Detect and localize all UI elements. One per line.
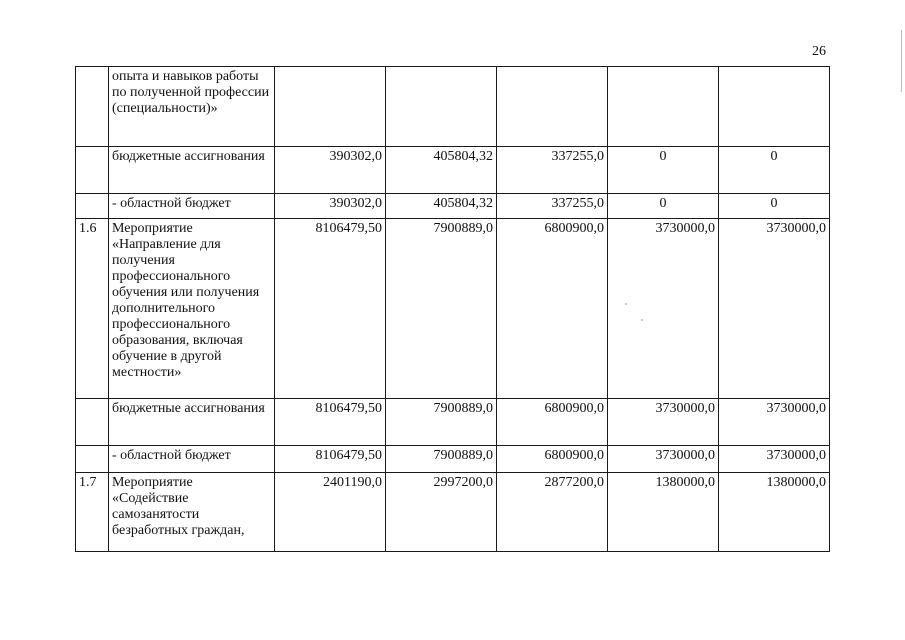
value-cell: 0 (608, 194, 719, 219)
row-name: - областной бюджет (109, 194, 275, 219)
value-cell: 3730000,0 (608, 399, 719, 446)
value-cell: 2877200,0 (497, 473, 608, 552)
value-cell (386, 67, 497, 147)
table-row (76, 147, 830, 194)
value-cell: 7900889,0 (386, 219, 497, 399)
value-cell: 8106479,50 (275, 446, 386, 473)
table-row (76, 219, 830, 399)
value-cell: 7900889,0 (386, 446, 497, 473)
value-cell: 3730000,0 (719, 219, 830, 399)
value-cell: 405804,32 (386, 194, 497, 219)
value-cell: 6800900,0 (497, 219, 608, 399)
value-cell: 8106479,50 (275, 219, 386, 399)
table-row (76, 399, 830, 446)
row-number (76, 147, 109, 194)
value-cell: 0 (608, 147, 719, 194)
row-name: Мероприятие «Содействие самозанятости безработных граждан, (109, 473, 275, 552)
table-row (76, 194, 830, 219)
value-cell: 1380000,0 (719, 473, 830, 552)
value-cell: 0 (719, 147, 830, 194)
value-cell: 2401190,0 (275, 473, 386, 552)
value-cell: 3730000,0 (719, 399, 830, 446)
value-cell: 6800900,0 (497, 446, 608, 473)
row-name: бюджетные ассигнования (109, 399, 275, 446)
value-cell: 1380000,0 (608, 473, 719, 552)
value-cell: 337255,0 (497, 194, 608, 219)
value-cell: 337255,0 (497, 147, 608, 194)
row-name: опыта и навыков работы по полученной профессии (специальности)» (109, 67, 275, 147)
value-cell: 0 (719, 194, 830, 219)
value-cell: 3730000,0 (608, 219, 719, 399)
value-cell (719, 67, 830, 147)
table-row (76, 473, 830, 552)
row-name: бюджетные ассигнования (109, 147, 275, 194)
value-cell (608, 67, 719, 147)
row-number (76, 399, 109, 446)
value-cell: 2997200,0 (386, 473, 497, 552)
value-cell: 3730000,0 (719, 446, 830, 473)
scan-speck (625, 303, 627, 305)
value-cell (275, 67, 386, 147)
scan-speck (641, 319, 643, 321)
row-name: - областной бюджет (109, 446, 275, 473)
page-number: 26 (812, 44, 826, 59)
row-number (76, 194, 109, 219)
budget-table (75, 66, 830, 552)
value-cell: 390302,0 (275, 147, 386, 194)
row-number: 1.6 (76, 219, 109, 399)
table-row (76, 67, 830, 147)
value-cell: 390302,0 (275, 194, 386, 219)
table-row (76, 446, 830, 473)
value-cell: 7900889,0 (386, 399, 497, 446)
row-number (76, 67, 109, 147)
row-number: 1.7 (76, 473, 109, 552)
value-cell: 405804,32 (386, 147, 497, 194)
row-name: Мероприятие «Направление для получения профессионального обучения или получения дополнительного профессионального образования, включая обучение в другой местности» (109, 219, 275, 399)
scan-edge-mark (901, 30, 902, 92)
value-cell: 8106479,50 (275, 399, 386, 446)
row-number (76, 446, 109, 473)
value-cell: 6800900,0 (497, 399, 608, 446)
value-cell (497, 67, 608, 147)
value-cell: 3730000,0 (608, 446, 719, 473)
